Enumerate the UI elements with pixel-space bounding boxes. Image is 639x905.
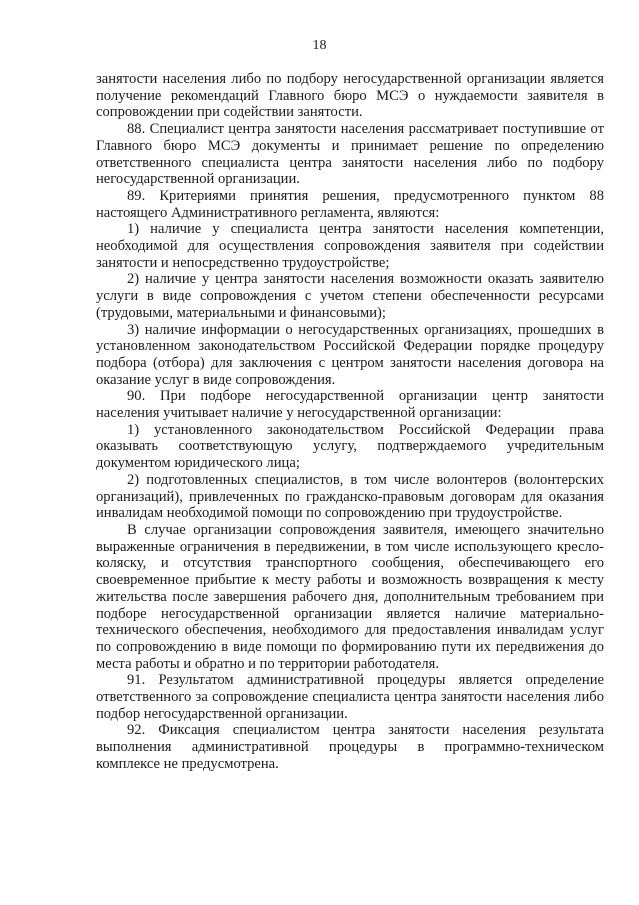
page-number: 18: [312, 38, 327, 53]
paragraph-90-item-2: 2) подготовленных специалистов, в том числе волонтеров (волонтерских организаций), привлеченных по гражданско-правовым договорам для оказания инвалидам необходимой помощи по сопровождению при трудоустройстве.: [96, 471, 604, 522]
paragraph-continuation: занятости населения либо по подбору негосударственной организации является получение рекомендаций Главного бюро МСЭ о нуждаемости заявителя в сопровождении при содействии занятости.: [96, 71, 604, 121]
paragraph-89: 89. Критериями принятия решения, предусмотренного пунктом 88 настоящего Административного регламента, являются:: [96, 187, 604, 221]
paragraph-89-item-3: 3) наличие информации о негосударственных организациях, прошедших в установленном законодательством Российской Федерации порядке процедуру подбора (отбора) для заключения с центром занятости населения договора на оказание услуг в виде сопровождения.: [96, 321, 604, 388]
paragraph-91: 91. Результатом административной процедуры является определение ответственного за сопровождение специалиста центра занятости населения либо подбор негосударственной организации.: [96, 672, 604, 722]
paragraph-92: 92. Фиксация специалистом центра занятости населения результата выполнения административной процедуры в программно-техническом комплексе не предусмотрена.: [96, 722, 604, 772]
paragraph-90-item-1: 1) установленного законодательством Российской Федерации права оказывать соответствующую услугу, подтверждаемого учредительным документом юридического лица;: [96, 421, 604, 472]
paragraph-88: 88. Специалист центра занятости населения рассматривает поступившие от Главного бюро МСЭ документы и принимает решение по определению ответственного специалиста центра занятости населения либо по подбору негосударственной организации.: [96, 121, 604, 188]
paragraph-89-item-2: 2) наличие у центра занятости населения возможности оказать заявителю услуги в виде сопровождения с учетом степени обеспеченности ресурсами (трудовыми, материальными и финансовыми);: [96, 271, 604, 321]
document-body: [96, 71, 604, 773]
paragraph-90-special-case: В случае организации сопровождения заявителя, имеющего значительно выраженные ограничения в передвижении, в том числе использующего кресло-коляску, и отсутствия транспортного сообщения, обеспечивающего его своевременное прибытие к месту работы и возможность возвращения к месту жительства после завершения рабочего дня, дополнительным требованием при подборе негосударственной организации является наличие материально-технического обеспечения, необходимого для предоставления инвалидам услуг по сопровождению в виде помощи по формированию пути их передвижения до места работы и обратно и по территории работодателя.: [96, 521, 604, 672]
paragraph-90: 90. При подборе негосударственной организации центр занятости населения учитывает наличие у негосударственной организации:: [96, 388, 604, 422]
paragraph-89-item-1: 1) наличие у специалиста центра занятости населения компетенции, необходимой для осуществления сопровождения заявителя при содействии занятости и непосредственно трудоустройстве;: [96, 221, 604, 271]
